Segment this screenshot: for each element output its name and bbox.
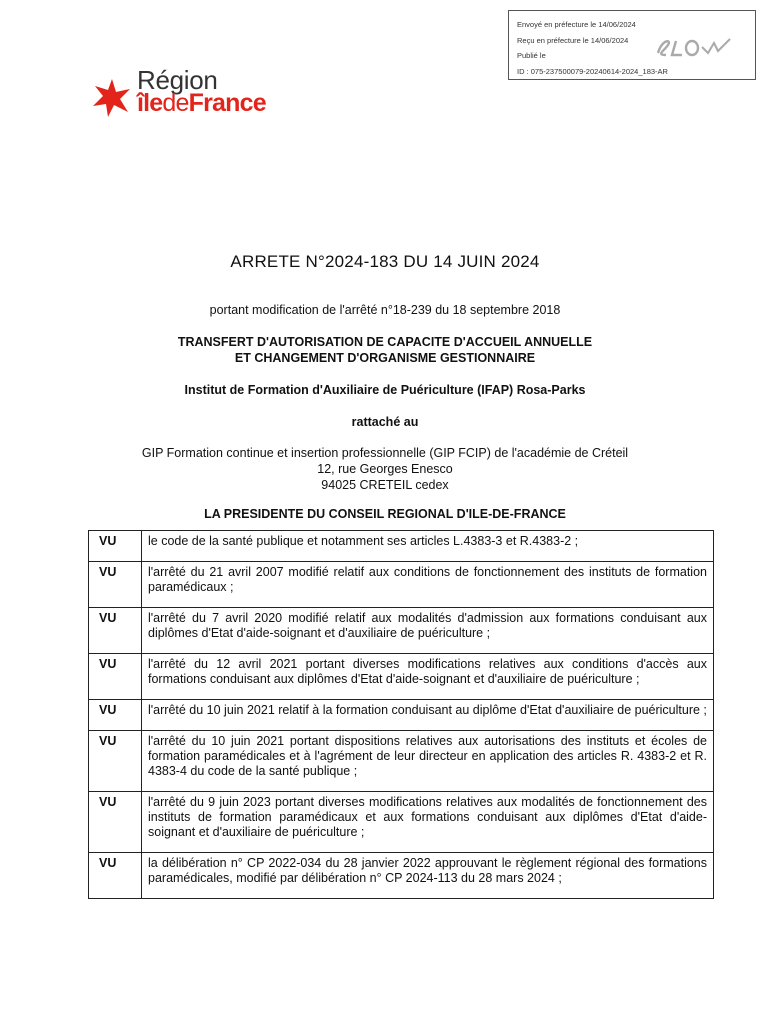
president-heading: LA PRESIDENTE DU CONSEIL REGIONAL D'ILE-DE-FRANCE: [204, 507, 566, 521]
table-row: [89, 700, 714, 731]
table-row: [89, 792, 714, 853]
gip-name: GIP Formation continue et insertion professionnelle (GIP FCIP) de l'académie de Créteil: [141, 446, 629, 460]
vu-label: VU: [89, 792, 142, 853]
table-row: [89, 731, 714, 792]
vu-text: l'arrêté du 10 juin 2021 relatif à la formation conduisant au diplôme d'Etat d'auxiliaire de puériculture ;: [142, 700, 714, 731]
decree-subtitle: portant modification de l'arrêté n°18-239 du 18 septembre 2018: [209, 303, 561, 317]
institute-name: Institut de Formation d'Auxiliaire de Puériculture (IFAP) Rosa-Parks: [184, 383, 586, 397]
logo-france: France: [188, 89, 266, 117]
vu-label: VU: [89, 731, 142, 792]
vu-label: VU: [89, 608, 142, 654]
vu-label: VU: [89, 654, 142, 700]
vu-table: [88, 530, 714, 899]
vu-label: VU: [89, 700, 142, 731]
vu-label: VU: [89, 562, 142, 608]
table-row: [89, 562, 714, 608]
table-row: [89, 654, 714, 700]
vu-label: VU: [89, 531, 142, 562]
star-icon: [92, 78, 132, 118]
table-row: [89, 853, 714, 899]
stamp-sent-line: Envoyé en préfecture le 14/06/2024: [517, 20, 636, 29]
vu-text: l'arrêté du 7 avril 2020 modifié relatif aux modalités d'admission aux formations conduisant aux diplômes d'Etat d'aide-soignant et d'auxiliaire de puériculture ;: [142, 608, 714, 654]
table-row: [89, 608, 714, 654]
vu-text: la délibération n° CP 2022-034 du 28 janvier 2022 approuvant le règlement régional des formations paramédicales, modifié par délibération n° CP 2024-113 du 28 mars 2024 ;: [142, 853, 714, 899]
table-row: [89, 531, 714, 562]
gip-street: 12, rue Georges Enesco: [317, 462, 453, 476]
vu-label: VU: [89, 853, 142, 899]
vu-text: l'arrêté du 12 avril 2021 portant diverses modifications relatives aux conditions d'accès aux formations conduisant aux diplômes d'Etat d'aide-soignant et d'auxiliaire de puériculture ;: [142, 654, 714, 700]
gip-city: 94025 CRETEIL cedex: [321, 478, 449, 492]
vu-text: l'arrêté du 9 juin 2023 portant diverses modifications relatives aux modalités de fonctionnement des instituts de formation paramédicaux et aux formations conduisant aux diplômes d'Etat d'aide-soignant et d'auxiliaire de puériculture ;: [142, 792, 714, 853]
prefecture-stamp: [508, 10, 756, 80]
stamp-received-line: Reçu en préfecture le 14/06/2024: [517, 35, 629, 45]
attached-label: rattaché au: [351, 415, 419, 429]
vu-text: le code de la santé publique et notamment ses articles L.4383-3 et R.4383-2 ;: [142, 531, 714, 562]
logo-region-text: Région: [137, 65, 218, 95]
logo-ile: île: [137, 89, 163, 117]
decree-title: ARRETE N°2024-183 DU 14 JUIN 2024: [230, 252, 540, 271]
vu-text: l'arrêté du 10 juin 2021 portant dispositions relatives aux autorisations des instituts et écoles de formation paramédicales et à l'agrément de leur directeur en application des articles R. 4383-2 et R. 4383-4 du code de la santé publique ;: [142, 731, 714, 792]
vu-text: l'arrêté du 21 avril 2007 modifié relatif aux conditions de fonctionnement des instituts de formation paramédicaux ;: [142, 562, 714, 608]
logo-de: de: [162, 89, 189, 117]
stamp-id-line: ID : 075-237500079-20240614-2024_183-AR: [517, 66, 668, 76]
slo-signature-mark: [654, 33, 734, 61]
stamp-published-line: Publié le: [517, 51, 546, 60]
transfer-heading-line-2: ET CHANGEMENT D'ORGANISME GESTIONNAIRE: [234, 351, 536, 365]
logo-idf-text: [137, 90, 266, 116]
transfer-heading-line-1: TRANSFERT D'AUTORISATION DE CAPACITE D'ACCUEIL ANNUELLE: [177, 335, 593, 349]
region-idf-logo: [92, 66, 304, 116]
